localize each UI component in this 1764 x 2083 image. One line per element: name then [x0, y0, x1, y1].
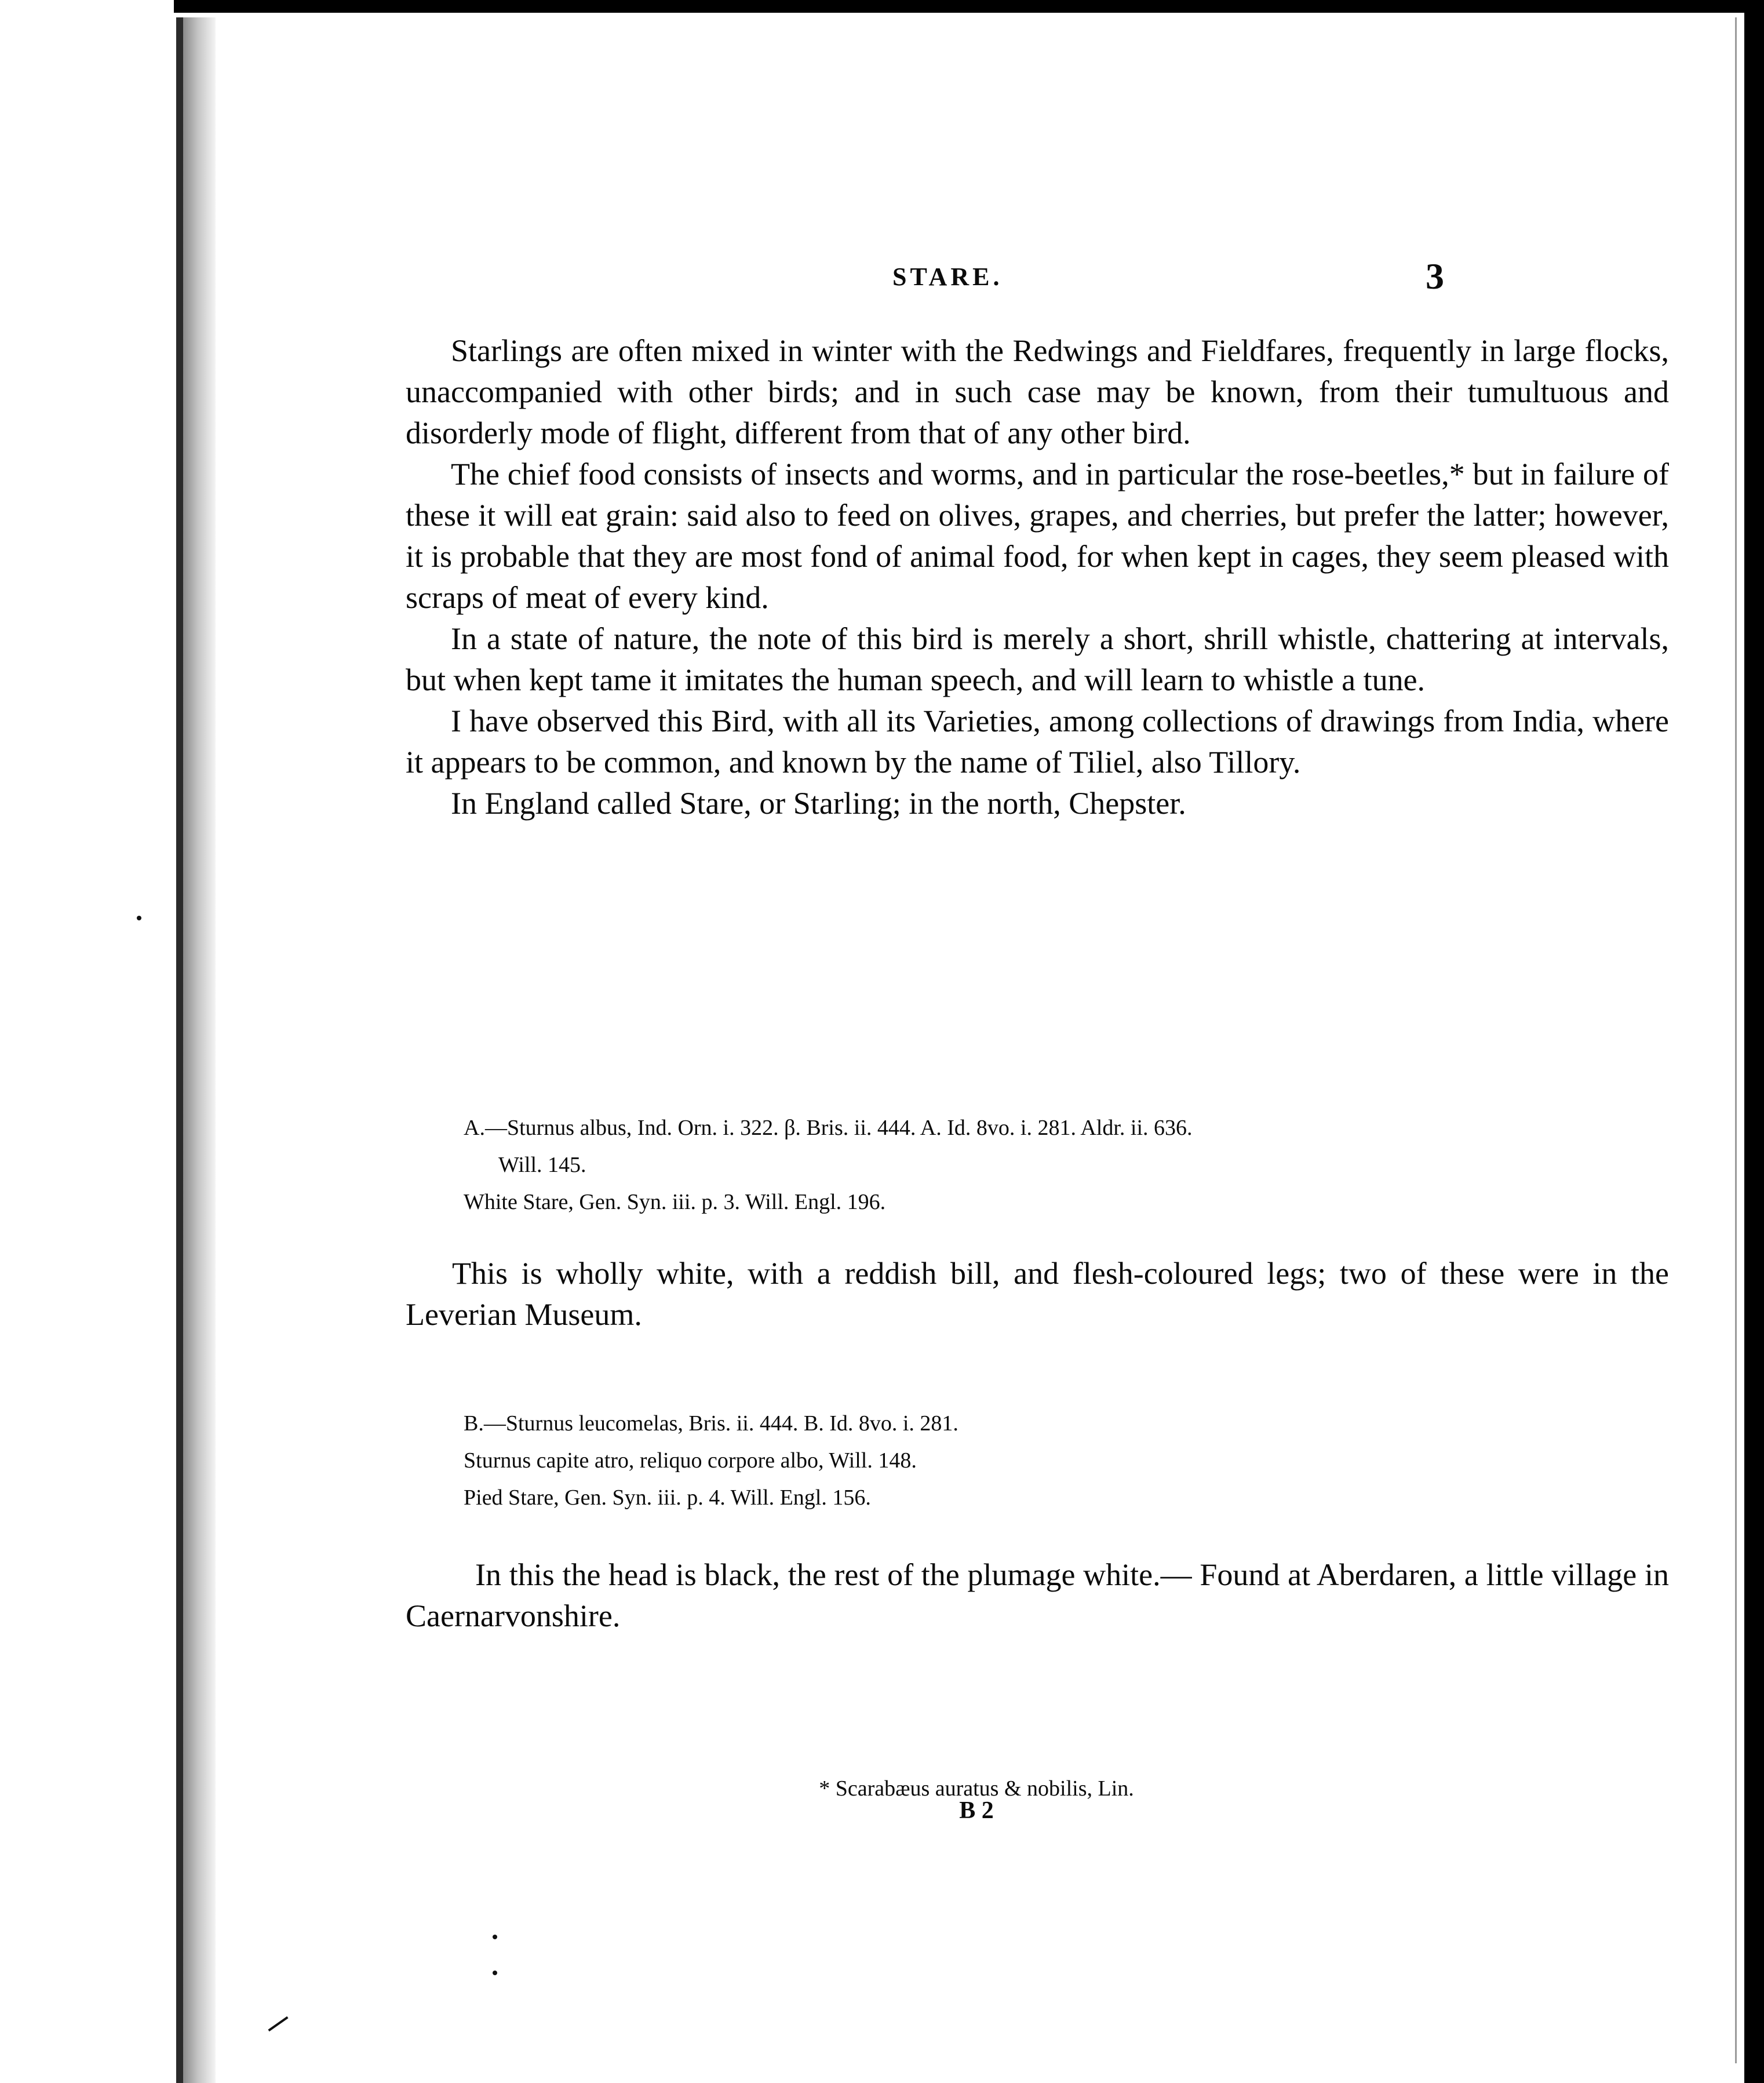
running-head [220, 255, 1733, 313]
paragraph-india: I have observed this Bird, with all its Varieties, among collections of drawings from India, where it appears to be common, and known by the name of Tiliel, also Tillory. [406, 704, 1669, 780]
variety-b-references [406, 1408, 1669, 1513]
scan-left-margin [0, 0, 174, 2083]
paragraph-food: The chief food consists of insects and worms, and in particular the rose-beetles,* but in failure of these it will eat grain: said also to feed on olives, grapes, and cherries, but prefer the latter; however, it is probable that they are most fond of animal food, for when kept in cages, they seem pleased with scraps of meat of every kind. [406, 457, 1669, 615]
reference-line: A.—Sturnus albus, Ind. Orn. i. 322. β. Bris. ii. 444. A. Id. 8vo. i. 281. Aldr. ii. 636. [464, 1116, 1193, 1140]
signature-mark: B 2 [959, 1797, 994, 1824]
book-page-edge [176, 17, 183, 2083]
variety-a-references [406, 1113, 1669, 1217]
paragraph-names: In England called Stare, or Starling; in the north, Chepster. [451, 786, 1186, 821]
scan-speck [493, 1935, 497, 1939]
book-page [220, 17, 1733, 2069]
main-text [406, 330, 1669, 824]
page-number: 3 [1426, 256, 1444, 297]
scan-speck [493, 1971, 497, 1975]
scan-inner-edge [1735, 17, 1737, 2063]
reference-line: B.—Sturnus leucomelas, Bris. ii. 444. B. Id. 8vo. i. 281. [464, 1411, 958, 1436]
reference-line: Sturnus capite atro, reliquo corpore albo, Will. 148. [464, 1448, 917, 1473]
scan-right-border [1744, 0, 1764, 2083]
reference-line: White Stare, Gen. Syn. iii. p. 3. Will. Engl. 196. [464, 1190, 886, 1214]
reference-line: Will. 145. [498, 1153, 586, 1177]
scan-speck [137, 916, 141, 920]
reference-line: Pied Stare, Gen. Syn. iii. p. 4. Will. Engl. 156. [464, 1485, 871, 1510]
paragraph-flocking: Starlings are often mixed in winter with the Redwings and Fieldfares, frequently in large flocks, unaccompanied with other birds; and in such case may be known, from their tumultuous and disorderly mode of flight, different from that of any other bird. [406, 333, 1669, 450]
variety-a-section [406, 1113, 1669, 1335]
variety-b-section [406, 1408, 1669, 1637]
scan-top-border [0, 0, 1764, 13]
variety-b-description: In this the head is black, the rest of the plumage white.— Found at Aberdaren, a little village in Caernarvonshire. [406, 1557, 1669, 1633]
running-title: STARE. [892, 263, 1003, 291]
book-spine-shadow [183, 17, 216, 2083]
footnote: * Scarabæus auratus & nobilis, Lin. [819, 1776, 1134, 1801]
paragraph-song: In a state of nature, the note of this bird is merely a short, shrill whistle, chattering at intervals, but when kept tame it imitates the human speech, and will learn to whistle a tune. [406, 621, 1669, 697]
variety-a-description: This is wholly white, with a reddish bill, and flesh-coloured legs; two of these were in the Leverian Museum. [406, 1256, 1669, 1332]
